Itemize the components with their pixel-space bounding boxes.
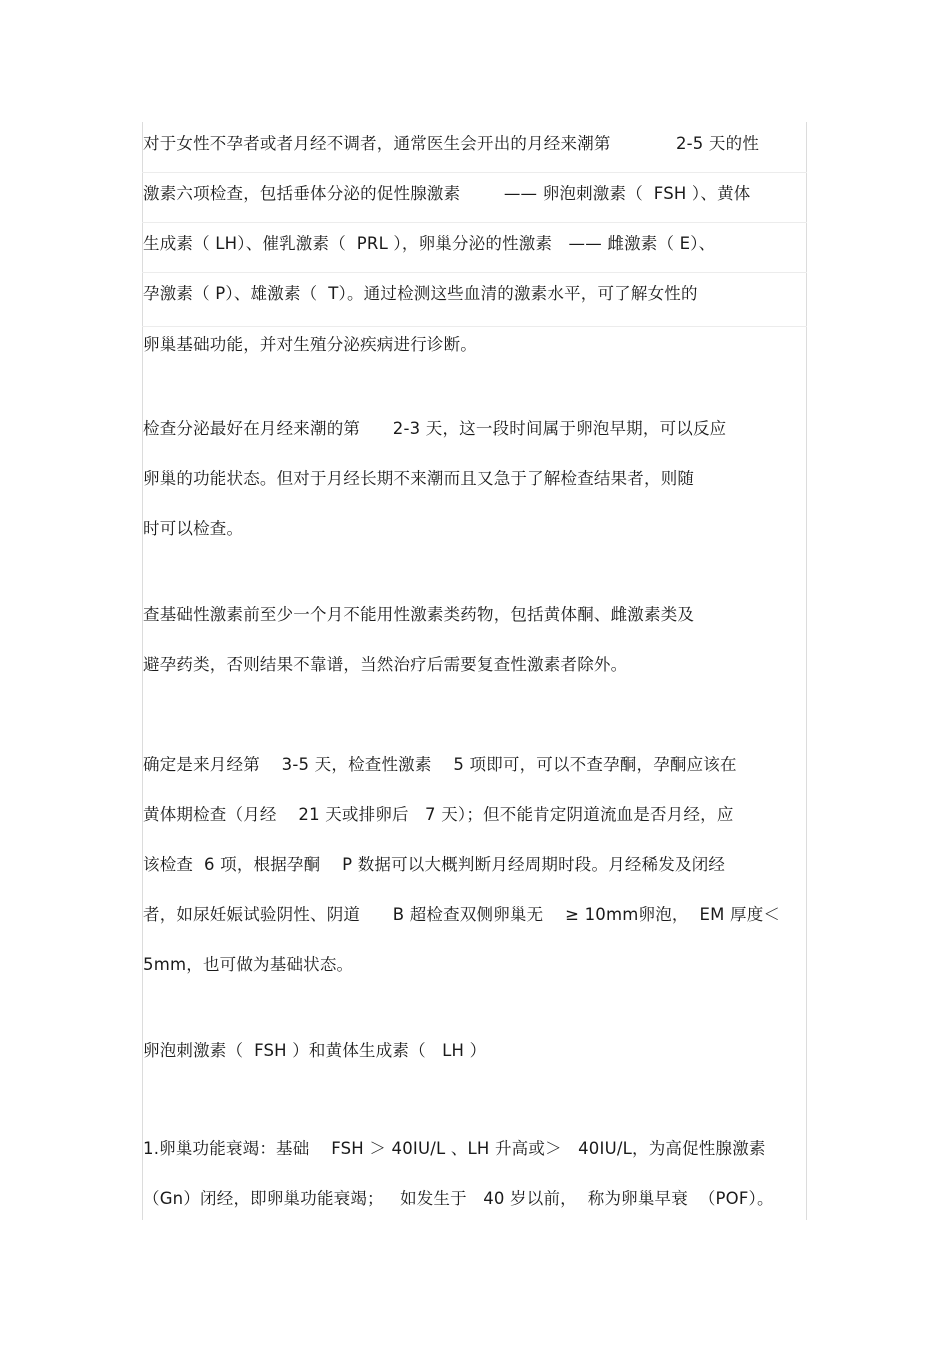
paragraph-1-line-4: 孕激素（ P）、雄激素（ T）。通过检测这些血清的激素水平，可了解女性的 [143, 284, 698, 303]
paragraph-1-line-3: 生成素（ LH）、催乳激素（ PRL ），卵巢分泌的性激素 —— 雌激素（ E）、 [143, 234, 716, 253]
paragraph-3-line-2: 避孕药类，否则结果不靠谱，当然治疗后需要复查性激素者除外。 [143, 655, 628, 674]
paragraph-1-line-5: 卵巢基础功能，并对生殖分泌疾病进行诊断。 [143, 335, 477, 354]
paragraph-2-line-3: 时可以检查。 [143, 519, 244, 538]
paragraph-4-line-1: 确定是来月经第 3-5 天，检查性激素 5 项即可，可以不查孕酮，孕酮应该在 [143, 755, 737, 774]
paragraph-1-line-2: 激素六项检查，包括垂体分泌的促性腺激素 —— 卵泡刺激素（ FSH ）、黄体 [143, 184, 751, 203]
paragraph-6-line-2: （Gn）闭经，即卵巢功能衰竭； 如发生于 40 岁以前， 称为卵巢早衰 （POF）。 [143, 1189, 774, 1208]
paragraph-4-line-4: 者，如尿妊娠试验阴性、阴道 B 超检查双侧卵巢无 ≥ 10mm卵泡， EM 厚度＜ [143, 905, 781, 924]
paragraph-4-line-3: 该检查 6 项，根据孕酮 P 数据可以大概判断月经周期时段。月经稀发及闭经 [143, 855, 726, 874]
paragraph-6-line-1: 1.卵巢功能衰竭：基础 FSH ＞ 40IU/L 、LH 升高或＞ 40IU/L，为高促性腺激素 [143, 1139, 766, 1158]
section-heading-fsh-lh: 卵泡刺激素（ FSH ）和黄体生成素（ LH ） [143, 1041, 487, 1060]
guide-line-h2 [142, 222, 807, 223]
paragraph-4-line-5: 5mm，也可做为基础状态。 [143, 955, 354, 974]
paragraph-1-line-1: 对于女性不孕者或者月经不调者，通常医生会开出的月经来潮第 2-5 天的性 [143, 134, 760, 153]
guide-line-right [806, 122, 807, 1220]
guide-line-h3 [142, 272, 807, 273]
paragraph-4-line-2: 黄体期检查（月经 21 天或排卵后 7 天）；但不能肯定阴道流血是否月经，应 [143, 805, 734, 824]
paragraph-3-line-1: 查基础性激素前至少一个月不能用性激素类药物，包括黄体酮、雌激素类及 [143, 605, 695, 624]
paragraph-2-line-1: 检查分泌最好在月经来潮的第 2-3 天，这一段时间属于卵泡早期，可以反应 [143, 419, 727, 438]
paragraph-2-line-2: 卵巢的功能状态。但对于月经长期不来潮而且又急于了解检查结果者，则随 [143, 469, 695, 488]
guide-line-h4 [142, 326, 807, 327]
guide-line-h1 [142, 172, 807, 173]
